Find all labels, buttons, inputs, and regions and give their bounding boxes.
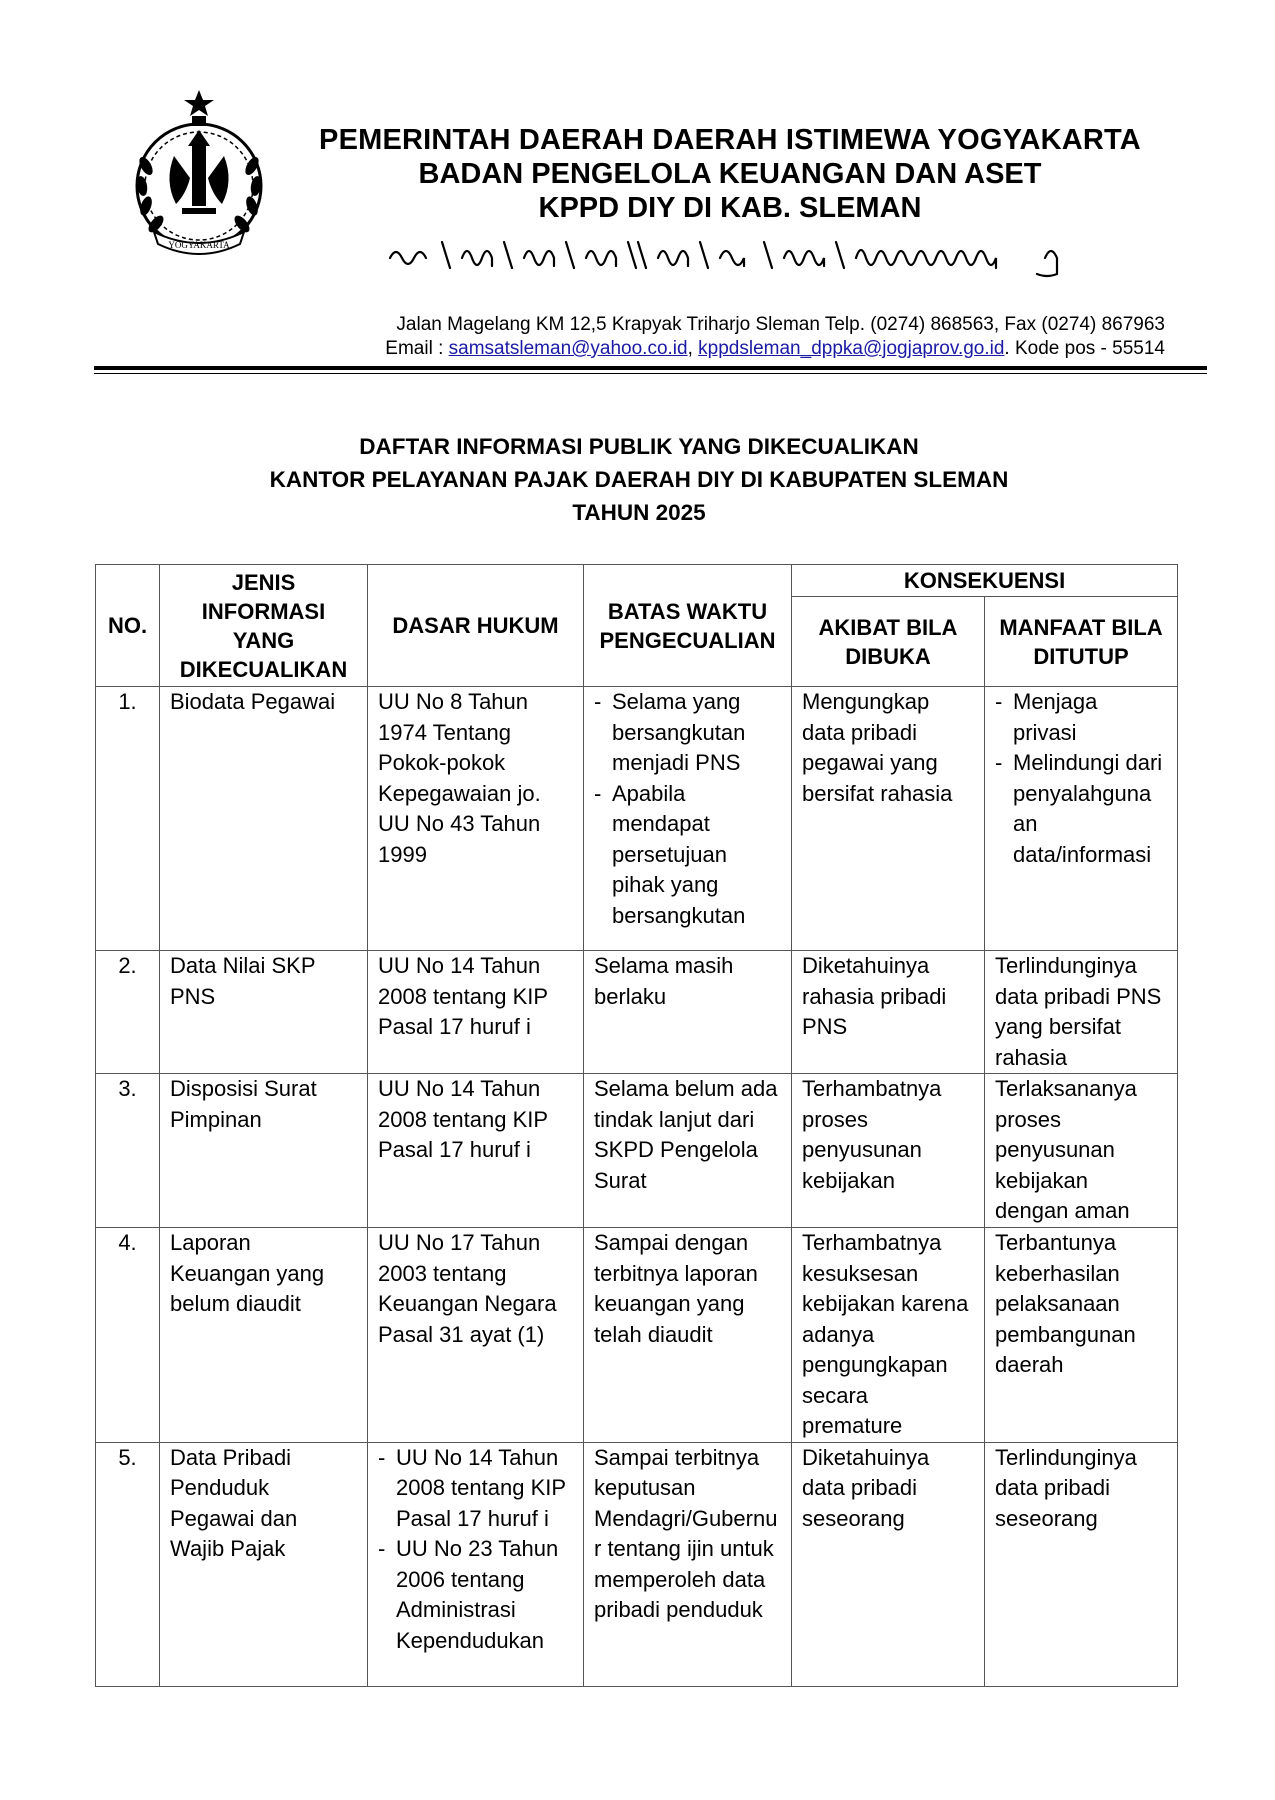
list-item: - UU No 14 Tahun 2008 tentang KIP Pasal 17 huruf i xyxy=(378,1443,573,1535)
email-link-samsat[interactable]: samsatsleman@yahoo.co.id xyxy=(448,338,688,359)
cell-akibat: Terhambatnya proses penyusunan kebijakan xyxy=(792,1074,985,1228)
list-item: - Melindungi dari penyalahguna an data/informasi xyxy=(995,748,1167,870)
header-batas-waktu: BATAS WAKTU PENGECUALIAN xyxy=(584,565,792,687)
cell-dasar: UU No 14 Tahun 2008 tentang KIP Pasal 17 huruf i xyxy=(368,951,584,1074)
agency-name: BADAN PENGELOLA KEUANGAN DAN ASET xyxy=(418,158,1042,190)
office-name: KPPD DIY DI KAB. SLEMAN xyxy=(538,192,922,224)
cell-akibat: Diketahuinya data pribadi seseorang xyxy=(792,1442,985,1686)
government-name: PEMERINTAH DAERAH DAERAH ISTIMEWA YOGYAKARTA xyxy=(319,124,1141,156)
table-row xyxy=(96,1228,1178,1443)
cell-batas: Selama masih berlaku xyxy=(584,951,792,1074)
cell-batas: Sampai dengan terbitnya laporan keuangan yang telah diaudit xyxy=(584,1228,792,1443)
cell-akibat: Mengungkap data pribadi pegawai yang bersifat rahasia xyxy=(792,687,985,951)
letterhead-divider xyxy=(94,366,1207,370)
cell-jenis: Data Nilai SKP PNS xyxy=(160,951,368,1074)
cell-akibat: Diketahuinya rahasia pribadi PNS xyxy=(792,951,985,1074)
postal-code: . Kode pos - 55514 xyxy=(1004,338,1165,359)
cell-batas: Sampai terbitnya keputusan Mendagri/Gubernur tentang ijin untuk memperoleh data pribadi penduduk xyxy=(584,1442,792,1686)
list-item: - Apabila mendapat persetujuan pihak yang bersangkutan xyxy=(594,779,781,932)
cell-dasar: UU No 14 Tahun 2008 tentang KIP Pasal 17 huruf i xyxy=(368,1074,584,1228)
table-row xyxy=(96,1074,1178,1228)
table-row xyxy=(96,687,1178,951)
office-address: Jalan Magelang KM 12,5 Krapyak Triharjo Sleman Telp. (0274) 868563, Fax (0274) 867963 xyxy=(396,314,1165,335)
table-row xyxy=(96,951,1178,1074)
cell-manfaat: Terlindunginya data pribadi PNS yang bersifat rahasia xyxy=(985,951,1178,1074)
document-year: TAHUN 2025 xyxy=(572,500,706,525)
header-jenis-informasi: JENIS INFORMASI YANG DIKECUALIKAN xyxy=(160,565,368,687)
list-item: - UU No 23 Tahun 2006 tentang Administrasi Kependudukan xyxy=(378,1534,573,1656)
excluded-information-table xyxy=(95,564,1178,1687)
cell-batas: Selama belum ada tindak lanjut dari SKPD Pengelola Surat xyxy=(584,1074,792,1228)
javanese-script-line xyxy=(380,228,1100,286)
email-separator: , xyxy=(687,338,699,359)
letterhead-divider-thin xyxy=(94,373,1207,374)
header-manfaat: MANFAAT BILA DITUTUP xyxy=(985,597,1178,687)
yogyakarta-emblem-logo xyxy=(124,86,274,256)
cell-manfaat xyxy=(985,687,1178,951)
cell-jenis: Data Pribadi Penduduk Pegawai dan Wajib Pajak xyxy=(160,1442,368,1686)
cell-dasar xyxy=(368,1442,584,1686)
cell-jenis: Disposisi Surat Pimpinan xyxy=(160,1074,368,1228)
emblem-icon xyxy=(124,86,274,256)
cell-manfaat: Terbantunya keberhasilan pelaksanaan pembangunan daerah xyxy=(985,1228,1178,1443)
row-number: 2. xyxy=(96,951,160,1074)
header-dasar-hukum: DASAR HUKUM xyxy=(368,565,584,687)
document-title: DAFTAR INFORMASI PUBLIK YANG DIKECUALIKAN xyxy=(359,434,919,459)
table-row xyxy=(96,1442,1178,1686)
cell-jenis: Biodata Pegawai xyxy=(160,687,368,951)
cell-dasar: UU No 8 Tahun 1974 Tentang Pokok-pokok Kepegawaian jo. UU No 43 Tahun 1999 xyxy=(368,687,584,951)
email-line xyxy=(385,338,1165,360)
cell-akibat: Terhambatnya kesuksesan kebijakan karena adanya pengungkapan secara premature xyxy=(792,1228,985,1443)
list-item: - Selama yang bersangkutan menjadi PNS xyxy=(594,687,781,779)
cell-dasar: UU No 17 Tahun 2003 tentang Keuangan Negara Pasal 31 ayat (1) xyxy=(368,1228,584,1443)
email-link-kppd[interactable]: kppdsleman_dppka@jogjaprov.go.id xyxy=(698,338,1005,359)
document-subtitle: KANTOR PELAYANAN PAJAK DAERAH DIY DI KABUPATEN SLEMAN xyxy=(269,467,1009,492)
email-label: Email : xyxy=(385,338,449,359)
row-number: 3. xyxy=(96,1074,160,1228)
header-konsekuensi: KONSEKUENSI xyxy=(792,565,1178,597)
list-item: - Menjaga privasi xyxy=(995,687,1167,748)
logo-banner-text: YOGYAKARTA xyxy=(168,240,230,250)
cell-batas xyxy=(584,687,792,951)
header-no: NO. xyxy=(96,565,160,687)
row-number: 5. xyxy=(96,1442,160,1686)
cell-manfaat: Terlaksananya proses penyusunan kebijakan dengan aman xyxy=(985,1074,1178,1228)
row-number: 1. xyxy=(96,687,160,951)
cell-jenis: Laporan Keuangan yang belum diaudit xyxy=(160,1228,368,1443)
row-number: 4. xyxy=(96,1228,160,1443)
header-akibat: AKIBAT BILA DIBUKA xyxy=(792,597,985,687)
cell-manfaat: Terlindunginya data pribadi seseorang xyxy=(985,1442,1178,1686)
